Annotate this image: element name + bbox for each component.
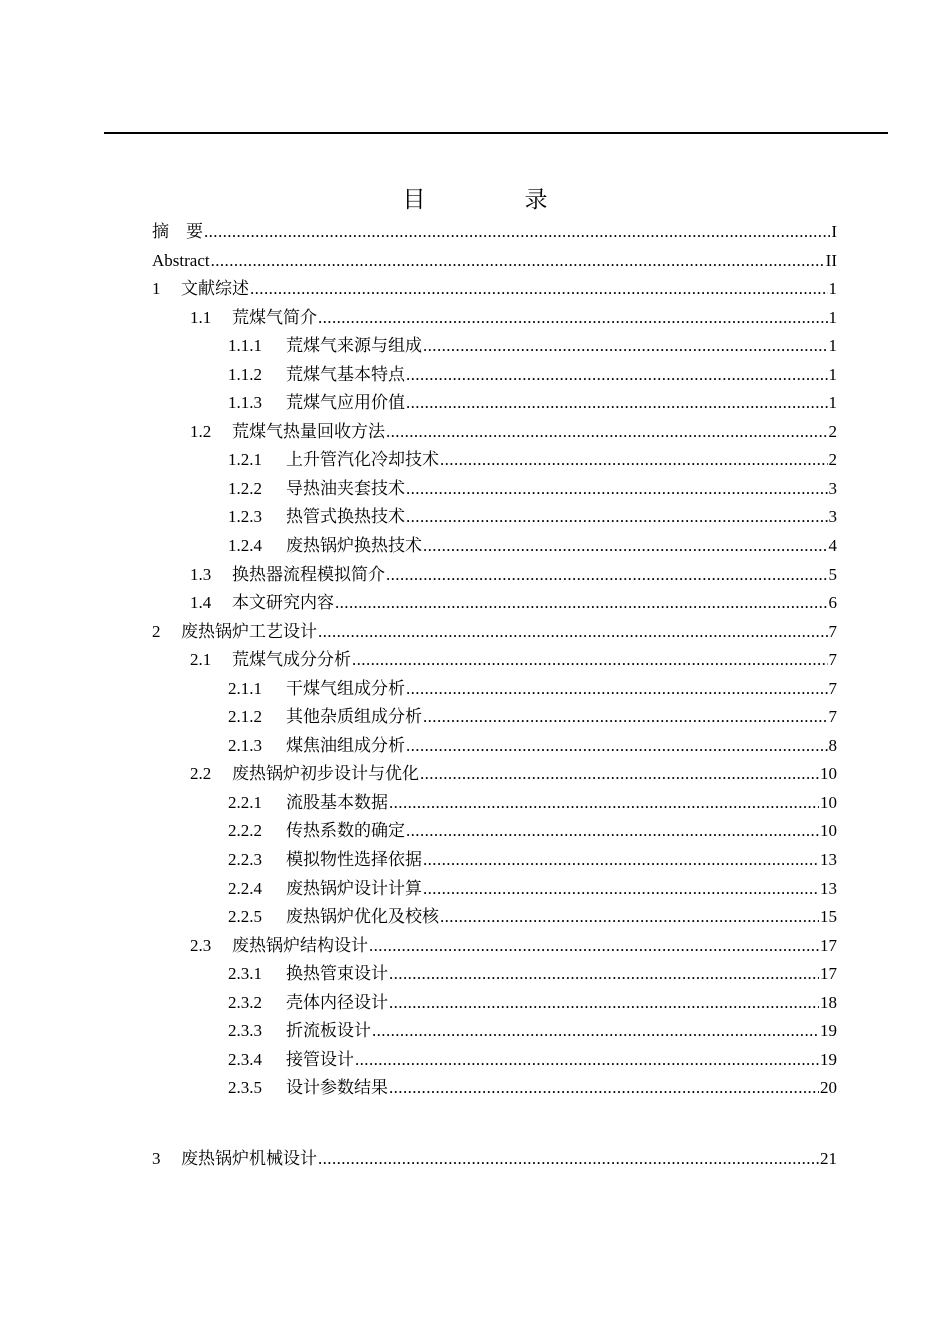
toc-entry[interactable]: [152, 760, 837, 789]
toc-entry-title: 流股基本数据: [286, 792, 388, 812]
toc-entry-page-number: 7: [828, 678, 837, 698]
toc-entry-number: 1.2.3: [228, 507, 262, 527]
toc-entry-title: Abstract: [152, 250, 210, 270]
dot-leader: [406, 817, 819, 846]
toc-entry-title: 废热锅炉结构设计: [232, 935, 368, 955]
toc-entry[interactable]: [152, 475, 837, 504]
toc-entry-page-number: 20: [820, 1078, 837, 1098]
page-title: 目 录: [402, 187, 586, 212]
toc-entry-title: 壳体内径设计: [286, 992, 388, 1012]
toc-entry-number: 1.2.1: [228, 450, 262, 470]
toc-entry-number: 2.1.1: [228, 678, 262, 698]
dot-leader: [352, 646, 828, 675]
toc-entry[interactable]: [152, 703, 837, 732]
toc-entry[interactable]: [152, 418, 837, 447]
toc-entry-page-number: 4: [828, 536, 837, 556]
toc-entry[interactable]: [152, 1017, 837, 1046]
dot-leader: [250, 275, 828, 304]
toc-entry[interactable]: [152, 361, 837, 390]
toc-entry-page-number: 10: [820, 821, 837, 841]
toc-entry-number: 2.2.3: [228, 850, 262, 870]
toc-entry-number: 2.1.2: [228, 707, 262, 727]
dot-leader: [406, 361, 828, 390]
toc-entry[interactable]: [152, 732, 837, 761]
toc-entry-title: 荒煤气应用价值: [286, 393, 405, 413]
toc-entry[interactable]: [152, 503, 837, 532]
toc-entry-page-number: 18: [820, 992, 837, 1012]
toc-entry-page-number: 3: [828, 478, 837, 498]
toc-entry-page-number: 17: [820, 935, 837, 955]
toc-entry[interactable]: [152, 275, 837, 304]
dot-leader: [423, 875, 819, 904]
table-of-contents: [152, 218, 837, 1174]
toc-entry[interactable]: [152, 932, 837, 961]
dot-leader: [423, 846, 819, 875]
dot-leader: [369, 932, 819, 961]
toc-entry-number: 2.1: [190, 650, 212, 670]
toc-entry-number: 1.2.2: [228, 478, 262, 498]
toc-entry-title: 模拟物性选择依据: [286, 850, 422, 870]
dot-leader: [389, 789, 819, 818]
toc-entry-page-number: 1: [828, 279, 837, 299]
toc-entry-title: 废热锅炉工艺设计: [181, 621, 317, 641]
toc-entry[interactable]: [152, 1046, 837, 1075]
toc-entry-page-number: 21: [820, 1148, 837, 1168]
toc-entry[interactable]: [152, 1074, 837, 1103]
toc-entry-title: 本文研究内容: [232, 593, 334, 613]
toc-entry-page-number: 7: [828, 650, 837, 670]
toc-entry-page-number: 6: [828, 593, 837, 613]
toc-entry-title: 荒煤气成分分析: [232, 650, 351, 670]
dot-leader: [318, 1145, 819, 1174]
toc-entry-number: 2.1.3: [228, 735, 262, 755]
toc-entry-title: 传热系数的确定: [286, 821, 405, 841]
toc-entry-number: 1: [152, 279, 161, 299]
toc-entry-title: 换热器流程模拟简介: [232, 564, 385, 584]
toc-entry-number: 1.1.1: [228, 336, 262, 356]
toc-entry[interactable]: [152, 389, 837, 418]
toc-entry-number: 2.2: [190, 764, 212, 784]
toc-entry-title: 换热管束设计: [286, 964, 388, 984]
toc-entry-page-number: 7: [828, 707, 837, 727]
toc-entry-number: 1.2.4: [228, 536, 262, 556]
toc-entry-number: 1.1: [190, 307, 212, 327]
toc-entry-title: 其他杂质组成分析: [286, 707, 422, 727]
toc-entry-title: 废热锅炉设计计算: [286, 878, 422, 898]
dot-leader: [355, 1046, 819, 1075]
toc-entry-page-number: 13: [820, 878, 837, 898]
dot-leader: [389, 960, 819, 989]
dot-leader: [386, 418, 828, 447]
toc-entry-page-number: 7: [828, 621, 837, 641]
toc-entry[interactable]: [152, 446, 837, 475]
toc-entry-number: 2.3.4: [228, 1049, 262, 1069]
toc-entry-title: 废热锅炉换热技术: [286, 536, 422, 556]
toc-entry-number: 2.2.2: [228, 821, 262, 841]
dot-leader: [318, 618, 828, 647]
dot-leader: [406, 503, 828, 532]
dot-leader: [440, 903, 819, 932]
dot-leader: [406, 732, 828, 761]
toc-entry-page-number: 13: [820, 850, 837, 870]
toc-entry-title: 荒煤气基本特点: [286, 364, 405, 384]
toc-entry[interactable]: [152, 561, 837, 590]
dot-leader: [389, 1074, 819, 1103]
toc-entry-page-number: 10: [820, 764, 837, 784]
toc-entry-page-number: 1: [828, 364, 837, 384]
toc-entry-page-number: 1: [828, 307, 837, 327]
toc-entry[interactable]: [152, 618, 837, 647]
dot-leader: [406, 389, 828, 418]
dot-leader: [406, 675, 828, 704]
toc-entry-number: 2.3.2: [228, 992, 262, 1012]
toc-entry-number: 1.3: [190, 564, 212, 584]
header-rule: [104, 132, 888, 134]
toc-entry-page-number: 2: [828, 450, 837, 470]
dot-leader: [423, 532, 828, 561]
toc-entry-title: 荒煤气简介: [232, 307, 317, 327]
toc-entry-title: 文献综述: [181, 279, 249, 299]
toc-entry-title: 接管设计: [286, 1049, 354, 1069]
toc-entry-page-number: 10: [820, 792, 837, 812]
toc-entry-page-number: 15: [820, 907, 837, 927]
toc-entry-page-number: 8: [828, 735, 837, 755]
toc-entry[interactable]: [152, 532, 837, 561]
toc-entry[interactable]: [152, 789, 837, 818]
dot-leader: [423, 703, 828, 732]
toc-entry-number: 2.3.5: [228, 1078, 262, 1098]
toc-entry-title: 上升管汽化冷却技术: [286, 450, 439, 470]
dot-leader: [406, 475, 828, 504]
toc-entry[interactable]: [152, 875, 837, 904]
toc-entry-number: 2.2.1: [228, 792, 262, 812]
toc-entry[interactable]: [152, 989, 837, 1018]
toc-entry-number: 2.3.1: [228, 964, 262, 984]
toc-entry-page-number: 1: [828, 393, 837, 413]
dot-leader: [386, 561, 828, 590]
toc-entry-page-number: 17: [820, 964, 837, 984]
toc-entry[interactable]: [152, 817, 837, 846]
toc-entry-title: 荒煤气热量回收方法: [232, 421, 385, 441]
dot-leader: [372, 1017, 819, 1046]
toc-entry-page-number: 1: [828, 336, 837, 356]
toc-entry-page-number: 3: [828, 507, 837, 527]
toc-entry-number: 1.1.3: [228, 393, 262, 413]
toc-entry-title: 设计参数结果: [286, 1078, 388, 1098]
toc-entry-title: 热管式换热技术: [286, 507, 405, 527]
toc-entry[interactable]: [152, 304, 837, 333]
toc-entry-number: 1.2: [190, 421, 212, 441]
toc-entry-title: 摘 要: [152, 222, 203, 241]
toc-entry-page-number: 2: [828, 421, 837, 441]
toc-entry-number: 3: [152, 1148, 161, 1168]
toc-entry[interactable]: [152, 247, 837, 276]
toc-entry[interactable]: [152, 675, 837, 704]
toc-entry[interactable]: [152, 846, 837, 875]
toc-entry-number: 2.2.4: [228, 878, 262, 898]
toc-entry-number: 2.3: [190, 935, 212, 955]
toc-entry-title: 废热锅炉机械设计: [181, 1148, 317, 1168]
toc-entry-page-number: II: [825, 250, 837, 270]
toc-entry-title: 废热锅炉初步设计与优化: [232, 764, 419, 784]
toc-entry-title: 导热油夹套技术: [286, 478, 405, 498]
toc-entry-number: 2: [152, 621, 161, 641]
dot-leader: [389, 989, 819, 1018]
toc-entry[interactable]: [152, 589, 837, 618]
toc-entry-number: 1.4: [190, 593, 212, 613]
dot-leader: [423, 332, 828, 361]
dot-leader: [420, 760, 819, 789]
toc-entry[interactable]: [152, 960, 837, 989]
toc-entry[interactable]: [152, 903, 837, 932]
toc-entry-title: 煤焦油组成分析: [286, 735, 405, 755]
toc-entry[interactable]: [152, 646, 837, 675]
toc-entry-title: 折流板设计: [286, 1021, 371, 1041]
toc-entry-number: 2.2.5: [228, 907, 262, 927]
toc-entry-title: 荒煤气来源与组成: [286, 336, 422, 356]
toc-entry-page-number: 19: [820, 1021, 837, 1041]
toc-entry[interactable]: [152, 218, 837, 247]
toc-entry-page-number: I: [831, 222, 837, 241]
toc-entry-number: 1.1.2: [228, 364, 262, 384]
toc-entry-title: 干煤气组成分析: [286, 678, 405, 698]
dot-leader: [335, 589, 828, 618]
toc-entry[interactable]: [152, 332, 837, 361]
dot-leader: [440, 446, 828, 475]
toc-entry-page-number: 19: [820, 1049, 837, 1069]
dot-leader: [204, 218, 830, 247]
dot-leader: [318, 304, 828, 333]
toc-entry[interactable]: [152, 1145, 837, 1174]
toc-entry-number: 2.3.3: [228, 1021, 262, 1041]
toc-entry-page-number: 5: [828, 564, 837, 584]
toc-entry-title: 废热锅炉优化及校核: [286, 907, 439, 927]
dot-leader: [211, 247, 825, 276]
